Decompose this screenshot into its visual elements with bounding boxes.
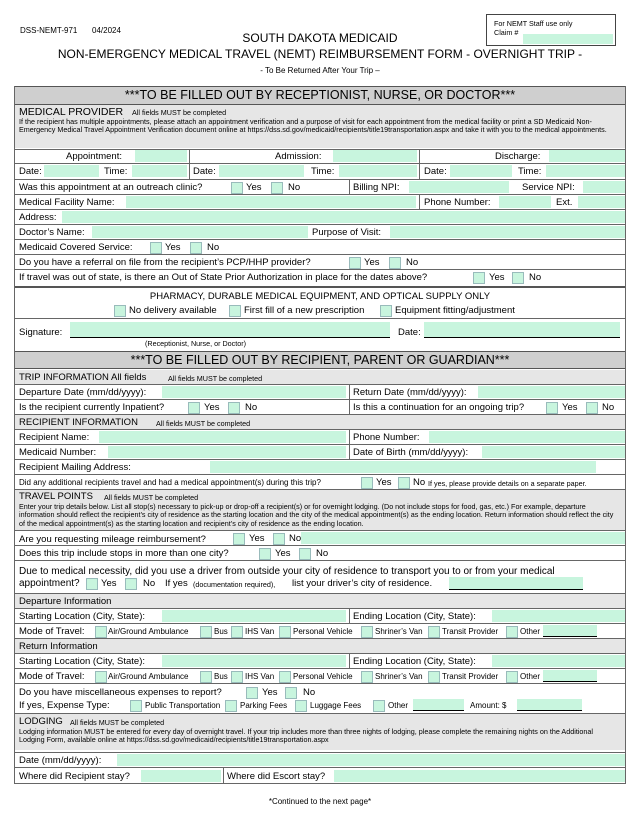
first-fill-label: First fill of a new prescription — [244, 305, 365, 316]
signature-date-label: Date: — [398, 327, 421, 338]
signature-note: (Receptionist, Nurse, or Doctor) — [145, 339, 247, 348]
form-subtitle: - To Be Returned After Your Trip – — [260, 66, 380, 75]
inpatient-yes-label: Yes — [204, 402, 220, 413]
return-info-heading: Return Information — [19, 641, 98, 652]
outreach-no-label: No — [288, 182, 301, 193]
misc-expenses-label: Do you have miscellaneous expenses to report? — [19, 687, 222, 698]
appt-time-label: Time: — [104, 166, 128, 177]
lodging-instructions: Lodging information MUST be entered for every day of overnight travel. If your trip includes more than three nights of lodging, please complete the remaining nights on the Additional Lodging Form, available online at https://dss.sd.gov/medicaid/recipients/title19transportation.aspx — [19, 727, 594, 745]
ret-start-label: Starting Location (City, State): — [19, 656, 146, 667]
ret-personal-label: Personal Vehicle — [293, 672, 353, 681]
dis-date-label: Date: — [424, 166, 447, 177]
provider-banner: ***TO BE FILLED OUT BY RECEPTIONIST, NURSE, OR DOCTOR*** — [14, 86, 626, 105]
return-date-label: Return Date (mm/dd/yyyy): — [353, 387, 467, 398]
form-date: 04/2024 — [92, 26, 121, 35]
dep-other-label: Other — [520, 627, 541, 636]
pharmacy-heading: PHARMACY, DURABLE MEDICAL EQUIPMENT, AND OPTICAL SUPPLY ONLY — [149, 291, 491, 302]
billing-npi-label: Billing NPI: — [353, 182, 400, 193]
doctor-name-label: Doctor’s Name: — [19, 227, 85, 238]
additional-no-label: No — [413, 477, 426, 488]
trip-info-heading: TRIP INFORMATION All fields — [19, 372, 147, 383]
oos-no-label: No — [529, 272, 542, 283]
driver-yes-label: Yes — [101, 578, 117, 589]
dep-mode-label: Mode of Travel: — [19, 626, 85, 637]
discharge-label: Discharge: — [495, 151, 541, 162]
equipment-label: Equipment fitting/adjustment — [395, 305, 515, 316]
recipient-stay-label: Where did Recipient stay? — [19, 771, 130, 782]
ret-ambulance-label: Air/Ground Ambulance — [108, 672, 189, 681]
lodging-note: All fields MUST be completed — [70, 718, 165, 727]
trip-info-note: All fields MUST be completed — [168, 374, 263, 383]
departure-info-heading: Departure Information — [19, 596, 112, 607]
dep-personal-label: Personal Vehicle — [293, 627, 353, 636]
dep-ambulance-label: Air/Ground Ambulance — [108, 627, 189, 636]
parking-label: Parking Fees — [240, 701, 288, 710]
referral-label: Do you have a referral on file from the recipient’s PCP/HHP provider? — [19, 257, 311, 268]
driver-question: Due to medical necessity, did you use a driver from outside your city of residence to transport you to or from your medical — [19, 566, 555, 577]
mileage-yes-label: Yes — [249, 533, 265, 544]
medical-provider-heading: MEDICAL PROVIDER — [19, 106, 124, 118]
form-title-2: NON-EMERGENCY MEDICAL TRAVEL (NEMT) REIMBURSEMENT FORM - OVERNIGHT TRIP - — [57, 47, 583, 61]
luggage-label: Luggage Fees — [310, 701, 362, 710]
referral-yes-label: Yes — [364, 257, 380, 268]
travel-points-instructions: Enter your trip details below. List all stop(s) necessary to pick-up or drop-off a recipient(s) or for overnight lodging. (Do not include stops for food, gas, etc.) For example, departure information should reflect the recipient’s city of residence as the starting location and the city of the medical appointment(s) as the ending location. Return information should reflect the city of the medical appointment(s) as the starting location and recipient’s city of residence as the ending location. — [19, 502, 614, 528]
inpatient-label: Is the recipient currently Inpatient? — [19, 402, 165, 413]
continuation-yes-label: Yes — [562, 402, 578, 413]
dep-transit-label: Transit Provider — [442, 627, 499, 636]
mileage-no-label: No — [289, 533, 302, 544]
mileage-label: Are you requesting mileage reimbursement? — [19, 534, 206, 545]
misc-yes-label: Yes — [262, 687, 278, 698]
escort-stay-label: Where did Escort stay? — [227, 771, 326, 782]
oos-yes-label: Yes — [489, 272, 505, 283]
lodging-heading: LODGING — [19, 716, 63, 727]
signature-label: Signature: — [19, 327, 63, 338]
covered-service-label: Medicaid Covered Service: — [19, 242, 133, 253]
dep-ihs-label: IHS Van — [245, 627, 275, 636]
no-delivery-label: No delivery available — [129, 305, 217, 316]
recipient-banner: ***TO BE FILLED OUT BY RECIPIENT, PARENT OR GUARDIAN*** — [14, 351, 626, 369]
driver-if-yes: If yes — [165, 578, 188, 589]
form-title: SOUTH DAKOTA MEDICAID — [242, 31, 398, 45]
dep-shriners-label: Shriner’s Van — [375, 627, 423, 636]
expense-type-label: If yes, Expense Type: — [19, 700, 110, 711]
continuation-no-label: No — [602, 402, 615, 413]
staff-label: For NEMT Staff use only — [494, 19, 573, 28]
medicaid-number-label: Medicaid Number: — [19, 447, 97, 458]
covered-yes-label: Yes — [165, 242, 181, 253]
claim-label: Claim # — [494, 28, 519, 37]
purpose-label: Purpose of Visit: — [312, 227, 382, 238]
driver-doc-note: (documentation required), — [193, 580, 276, 589]
service-npi-label: Service NPI: — [522, 182, 575, 193]
amount-label: Amount: $ — [470, 701, 507, 710]
additional-recipients-label: Did any additional recipients travel and had a medical appointment(s) during this trip? — [19, 478, 321, 487]
departure-date-label: Departure Date (mm/dd/yyyy): — [19, 387, 147, 398]
travel-points-note: All fields MUST be completed — [104, 493, 199, 502]
public-transport-label: Public Transportation — [145, 701, 221, 710]
medical-provider-note: All fields MUST be completed — [132, 108, 227, 117]
facility-phone-label: Phone Number: — [424, 197, 491, 208]
outreach-yes-label: Yes — [246, 182, 262, 193]
recipient-info-heading: RECIPIENT INFORMATION — [19, 417, 138, 428]
ret-end-label: Ending Location (City, State): — [353, 656, 476, 667]
referral-no-label: No — [406, 257, 419, 268]
form-id: DSS-NEMT-971 — [20, 26, 78, 35]
medical-provider-instructions: If the recipient has multiple appointments, please attach an appointment verification and a purpose of visit for each appointment from the medical facility or print a SD Medicaid Non-Emergency Medical Travel Appointment Verification document online at https://dss.sd.gov/medicaid/recipients/title19transportation.aspx and take it with you to the medical appointments. — [19, 117, 607, 135]
multi-city-label: Does this trip include stops in more than one city? — [19, 548, 229, 559]
ret-shriners-label: Shriner’s Van — [375, 672, 423, 681]
expense-other-label: Other — [388, 701, 409, 710]
mailing-address-label: Recipient Mailing Address: — [19, 462, 131, 473]
out-of-state-label: If travel was out of state, is there an Out of State Prior Authorization in place for the dates above? — [19, 272, 428, 283]
outreach-label: Was this appointment at an outreach clinic? — [19, 182, 203, 193]
form-frame — [14, 86, 626, 783]
dep-start-label: Starting Location (City, State): — [19, 611, 146, 622]
facility-name-label: Medical Facility Name: — [19, 197, 115, 208]
continuation-label: Is this a continuation for an ongoing trip? — [353, 402, 525, 413]
dis-time-label: Time: — [518, 166, 542, 177]
ret-ihs-label: IHS Van — [245, 672, 275, 681]
ret-mode-label: Mode of Travel: — [19, 671, 85, 682]
ret-other-label: Other — [520, 672, 541, 681]
ext-label: Ext. — [556, 197, 573, 208]
dob-label: Date of Birth (mm/dd/yyyy): — [353, 447, 469, 458]
recipient-name-label: Recipient Name: — [19, 432, 90, 443]
lodging-date-label: Date (mm/dd/yyyy): — [19, 755, 102, 766]
admission-label: Admission: — [275, 151, 322, 162]
appointment-label: Appointment: — [66, 151, 122, 162]
driver-no-label: No — [143, 578, 156, 589]
multi-city-yes-label: Yes — [275, 548, 291, 559]
covered-no-label: No — [207, 242, 220, 253]
ret-bus-label: Bus — [214, 672, 228, 681]
ret-transit-label: Transit Provider — [442, 672, 499, 681]
adm-date-label: Date: — [193, 166, 216, 177]
driver-question-2: appointment? — [19, 578, 80, 589]
misc-no-label: No — [303, 687, 316, 698]
adm-time-label: Time: — [311, 166, 335, 177]
multi-city-no-label: No — [316, 548, 329, 559]
recipient-info-note: All fields MUST be completed — [156, 419, 251, 428]
driver-city-label: list your driver’s city of residence. — [292, 578, 433, 589]
continued-footer: *Continued to the next page* — [268, 797, 372, 806]
travel-points-heading: TRAVEL POINTS — [19, 491, 93, 502]
appt-date-label: Date: — [19, 166, 42, 177]
additional-yes-label: Yes — [376, 477, 392, 488]
recipient-phone-label: Phone Number: — [353, 432, 420, 443]
inpatient-no-label: No — [245, 402, 258, 413]
dep-end-label: Ending Location (City, State): — [353, 611, 476, 622]
dep-bus-label: Bus — [214, 627, 228, 636]
additional-note: If yes, please provide details on a separate paper. — [428, 479, 587, 488]
address-label: Address: — [19, 212, 57, 223]
